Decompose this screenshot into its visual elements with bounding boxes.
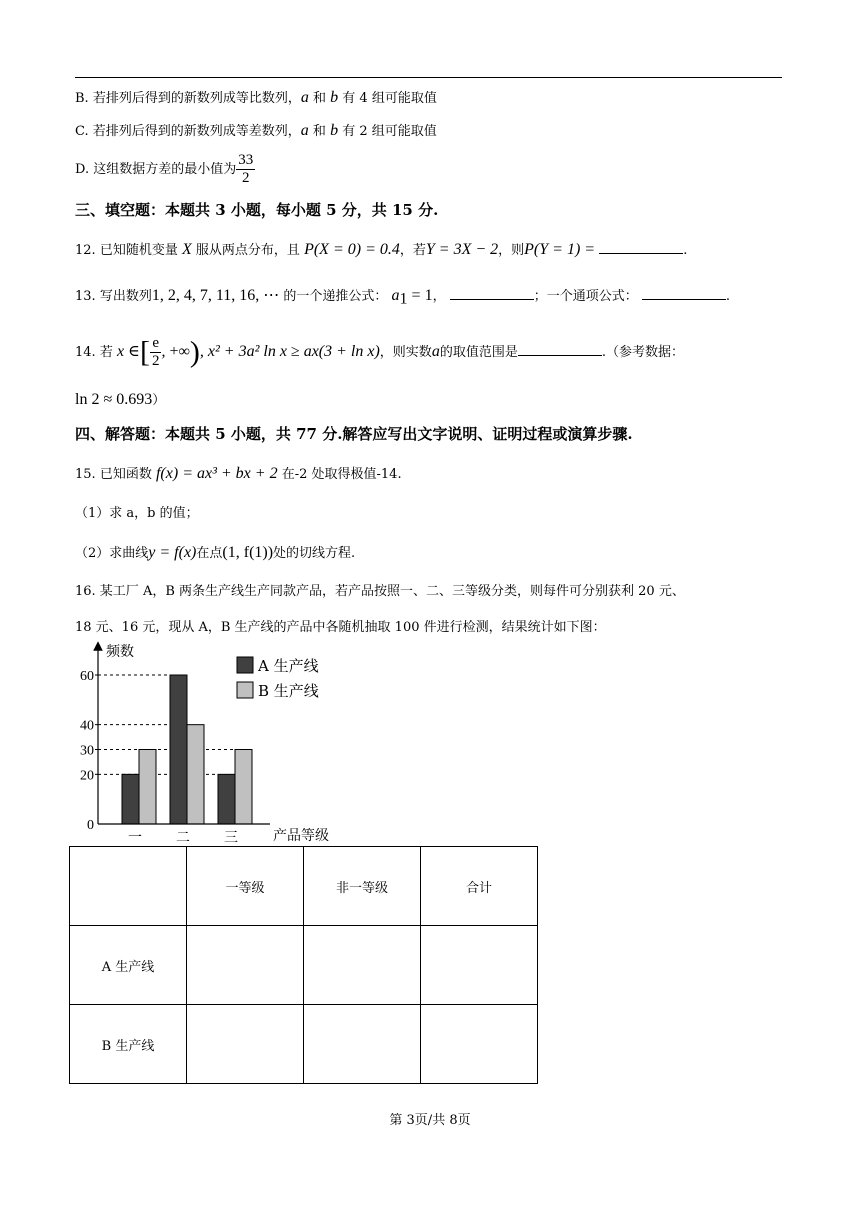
variance-fraction: $\frac{33}{2}$ <box>238 152 254 186</box>
table-header-cell: 一等级 <box>187 847 304 926</box>
section-3-heading: 三、填空题：本题共 3 小题，每小题 5 分，共 15 分. <box>75 201 439 219</box>
right-paren: ) <box>189 335 200 369</box>
left-bracket: [ <box>139 335 150 369</box>
legend-label: A 生产线 <box>258 657 319 675</box>
bar-a-2 <box>170 675 187 824</box>
question-14: 14. 若 x ∈[ $\frac{e}{2}$ , +∞), x² + 3a² ln x ≥ ax(3 + ln x)，则实数a的取值范围是 .（参考数据： <box>75 335 684 369</box>
table-header-cell <box>70 847 187 926</box>
grade-frequency-bar-chart <box>60 640 380 845</box>
bar-b-1 <box>139 750 156 825</box>
table-header-cell: 非一等级 <box>304 847 421 926</box>
x-tick-label: 三 <box>224 830 238 845</box>
row-label-cell: B 生产线 <box>70 1005 187 1084</box>
option-c: C. 若排列后得到的新数列成等差数列，a 和 b 有 2 组可能取值 <box>75 122 437 139</box>
option-d: D. 这组数据方差的最小值为 $\frac{33}{2}$ <box>75 152 254 186</box>
legend-label: B 生产线 <box>258 682 319 700</box>
grade-count-table <box>69 846 538 1084</box>
x-axis-label: 产品等级 <box>273 828 329 844</box>
answer-blank <box>599 253 683 254</box>
y-tick-label: 30 <box>80 743 94 759</box>
table-cell <box>187 1005 304 1084</box>
table-header-row <box>70 847 538 926</box>
e-over-2-fraction: $\frac{e}{2}$ <box>151 335 160 369</box>
section-4-heading: 四、解答题：本题共 5 小题，共 77 分.解答应写出文字说明、证明过程或演算步骤. <box>75 425 633 443</box>
y-tick-label: 0 <box>87 818 94 833</box>
question-12: 12. 已知随机变量 X 服从两点分布，且 P(X = 0) = 0.4，若Y = 3X − 2，则P(Y = 1) = . <box>75 241 688 258</box>
table-cell <box>421 926 538 1005</box>
question-15-part-2: （2）求曲线y = f(x)在点(1, f(1))处的切线方程. <box>75 544 356 561</box>
answer-blank <box>518 355 602 356</box>
table-row <box>70 926 538 1005</box>
y-tick-label: 60 <box>80 669 94 684</box>
page-footer: 第 3页/共 8页 <box>389 1113 471 1128</box>
table-cell <box>304 1005 421 1084</box>
x-tick-label: 一 <box>128 830 142 845</box>
header-rule <box>75 77 782 78</box>
y-tick-label: 20 <box>80 768 94 784</box>
recursive-formula-blank <box>450 299 534 300</box>
question-13: 13. 写出数列1, 2, 4, 7, 11, 16, ⋯ 的一个递推公式： $a_1 = 1$， ；一个通项公式： . <box>75 287 731 308</box>
question-16-line-2: 18 元、16 元，现从 A，B 生产线的产品中各随机抽取 100 件进行检测，结果统计如下图： <box>75 620 606 635</box>
table-cell <box>187 926 304 1005</box>
legend-swatch <box>237 657 253 673</box>
x-tick-label: 二 <box>176 830 190 845</box>
y-axis-label: 频数 <box>106 644 134 660</box>
table-cell <box>304 926 421 1005</box>
general-formula-blank <box>642 299 726 300</box>
question-14-reference: ln 2 ≈ 0.693） <box>75 391 166 408</box>
question-16-line-1: 16. 某工厂 A，B 两条生产线生产同款产品，若产品按照一、二、三等级分类，则每件可分别获利 20 元、 <box>75 584 685 599</box>
bar-b-2 <box>187 725 204 824</box>
table-header-cell: 合计 <box>421 847 538 926</box>
row-label-cell: A 生产线 <box>70 926 187 1005</box>
table-row <box>70 1005 538 1084</box>
y-tick-label: 40 <box>80 718 94 734</box>
bar-a-3 <box>218 774 235 824</box>
legend-swatch <box>237 682 253 698</box>
question-15-part-1: （1）求 a，b 的值； <box>75 506 199 521</box>
bar-a-1 <box>122 774 139 824</box>
question-15: 15. 已知函数 f(x) = ax³ + bx + 2 在-2 处取得极值-14. <box>75 465 402 482</box>
table-cell <box>421 1005 538 1084</box>
option-b: B. 若排列后得到的新数列成等比数列，a 和 b 有 4 组可能取值 <box>75 89 437 106</box>
bar-b-3 <box>235 750 252 825</box>
